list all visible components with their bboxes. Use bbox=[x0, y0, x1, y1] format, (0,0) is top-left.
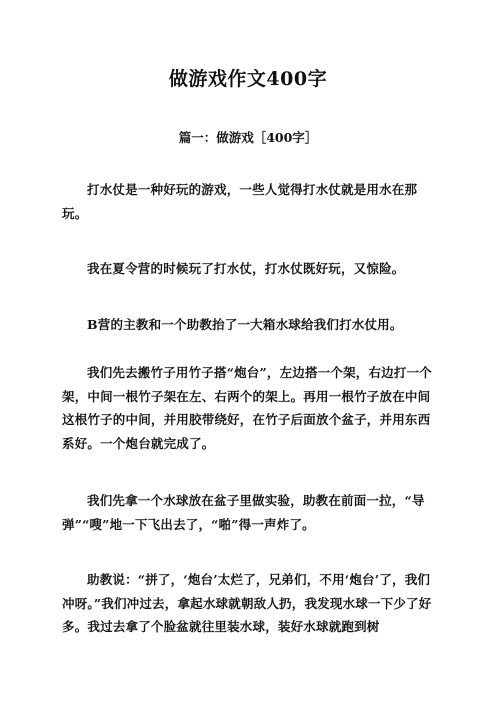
paragraph: 助教说：“拼了，‘炮台’太烂了，兄弟们，不用‘炮台’了，我们冲呀。”我们冲过去，拿起水球就朝敌人扔，我发现水球一下少了好多。我过去拿了个脸盆就往里装水球，装好水球就跑到树 bbox=[62, 572, 432, 634]
paragraph: 我们先去搬竹子用竹子搭“炮台”，左边搭一个架，右边打一个架，中间一根竹子架在左、右两个的架上。再用一根竹子放在中间这根竹子的中间，并用胶带绕好，在竹子后面放个盆子，并用东西系好。一个炮台就完成了。 bbox=[62, 365, 432, 451]
section-heading: 篇一：做游戏［400字］ bbox=[178, 130, 318, 145]
paragraph: 打水仗是一种好玩的游戏，一些人觉得打水仗就是用水在那玩。 bbox=[62, 182, 418, 221]
document-title: 做游戏作文400字 bbox=[168, 68, 328, 90]
paragraph: 我们先拿一个水球放在盆子里做实验，助教在前面一拉，“导弹”“嗖”地一下飞出去了，“啪”得一声炸了。 bbox=[62, 493, 425, 532]
paragraph: B营的主教和一个助教抬了一大箱水球给我们打水仗用。 bbox=[87, 317, 403, 332]
paragraph: 我在夏令营的时候玩了打水仗，打水仗既好玩，又惊险。 bbox=[87, 261, 405, 276]
